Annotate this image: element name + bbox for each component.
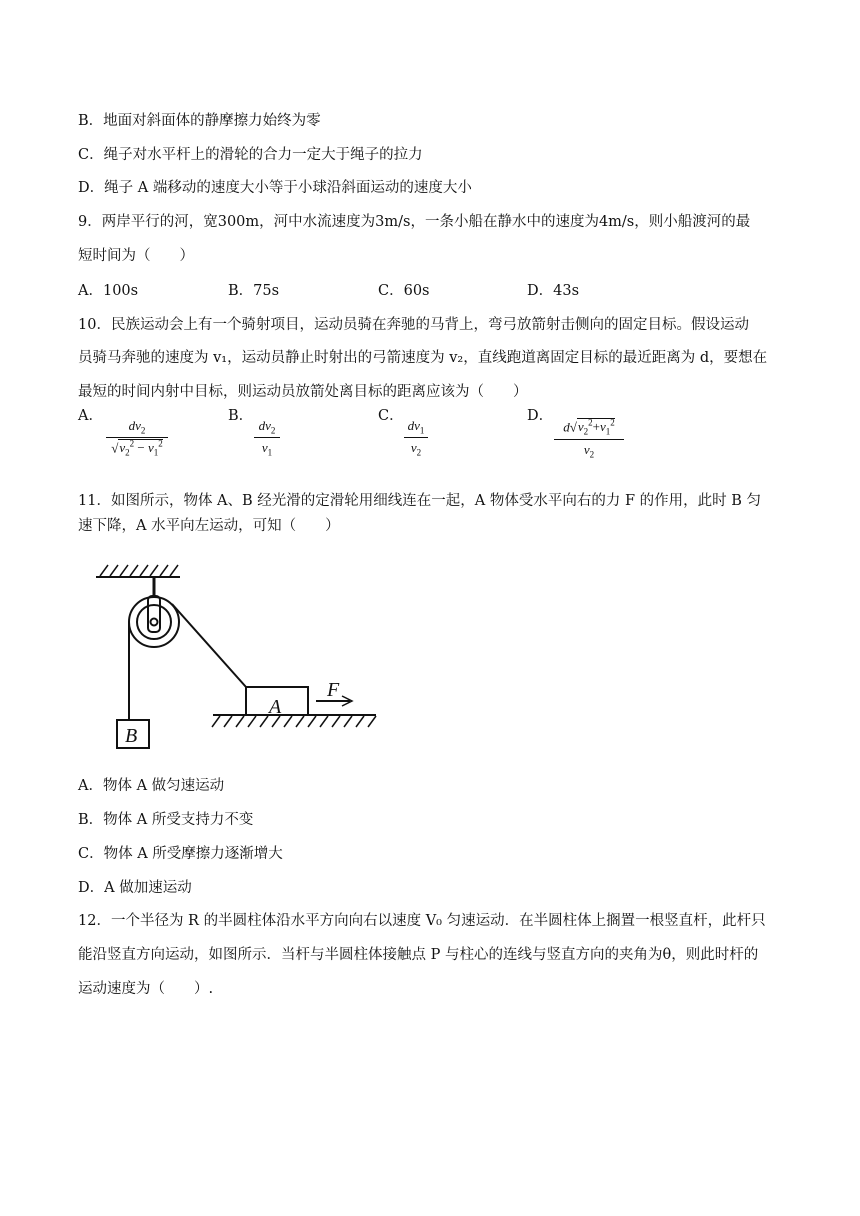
q10-option-c-formula: $dv_1$ $v_2$: [404, 418, 428, 464]
pulley-axle: [151, 619, 158, 626]
q10-option-b-letter: B．: [228, 408, 254, 424]
q12-stem-line1: 12．一个半径为 R 的半圆柱体沿水平方向向右以速度 V₀ 匀速运动．在半圆柱体上搁置一根竖直杆，此杆只: [78, 913, 766, 929]
q11-option-d: D．A 做加速运动: [78, 880, 192, 896]
q12-stem-line3: 运动速度为（ ）.: [78, 981, 214, 997]
label-b: B: [125, 725, 138, 747]
label-a: A: [269, 696, 282, 718]
q12-stem-line2: 能沿竖直方向运动，如图所示．当杆与半圆柱体接触点 P 与柱心的连线与竖直方向的夹角为θ，则此时杆的: [78, 947, 759, 963]
q11-option-a: A．物体 A 做匀速运动: [78, 778, 225, 794]
q9-option-a: A．100s: [78, 283, 139, 299]
pulley-bracket: [148, 596, 160, 632]
q10-option-c-letter: C．: [378, 408, 404, 424]
pulley-inner: [137, 605, 171, 639]
q10-option-d-formula: $d√v_2^2+v_1^2$ $v_2$: [554, 418, 624, 464]
q11-option-b: B．物体 A 所受支持力不变: [78, 812, 254, 828]
q9-option-d: D．43s: [527, 283, 580, 299]
q10-stem-line2: 员骑马奔驰的速度为 v₁，运动员静止时射出的弓箭速度为 v₂，直线跑道离固定目标的最近距离为 d，要想在: [78, 350, 768, 366]
pulley-diagram: [88, 560, 408, 760]
label-f: F: [327, 679, 340, 701]
q10-stem-line1: 10．民族运动会上有一个骑射项目，运动员骑在奔驰的马背上，弯弓放箭射击侧向的固定目标。假设运动: [78, 317, 749, 333]
q10-option-d-letter: D．: [527, 408, 554, 424]
q9-stem-line2: 短时间为（ ）: [78, 248, 194, 264]
rope-to-a: [172, 604, 246, 687]
q9-stem-line1: 9．两岸平行的河，宽300m，河中水流速度为3m/s，一条小船在静水中的速度为4m/s，则小船渡河的最: [78, 214, 751, 230]
ceiling-hatch: [100, 565, 178, 576]
q11-stem-line1: 11．如图所示，物体 A、B 经光滑的定滑轮用细线连在一起，A 物体受水平向右的力 F 的作用，此时 B 匀: [78, 493, 762, 509]
q10-option-a-letter: A．: [78, 408, 103, 424]
q11-option-c: C．物体 A 所受摩擦力逐渐增大: [78, 846, 283, 862]
q8-option-c: C．绳子对水平杆上的滑轮的合力一定大于绳子的拉力: [78, 147, 423, 163]
q8-option-b: B．地面对斜面体的静摩擦力始终为零: [78, 113, 321, 129]
q9-option-b: B．75s: [228, 283, 280, 299]
q9-option-c: C．60s: [378, 283, 430, 299]
q10-option-a-formula: $dv_2$ $√v_2^2 - v_1^2$: [106, 418, 168, 468]
q10-option-b-formula: $dv_2$ $v_1$: [254, 418, 280, 464]
q8-option-d: D．绳子 A 端移动的速度大小等于小球沿斜面运动的速度大小: [78, 180, 472, 196]
ground-hatch: [212, 716, 376, 727]
q11-stem-line2: 速下降，A 水平向左运动，可知（ ）: [78, 518, 340, 534]
q10-stem-line3: 最短的时间内射中目标，则运动员放箭处离目标的距离应该为（ ）: [78, 384, 528, 400]
